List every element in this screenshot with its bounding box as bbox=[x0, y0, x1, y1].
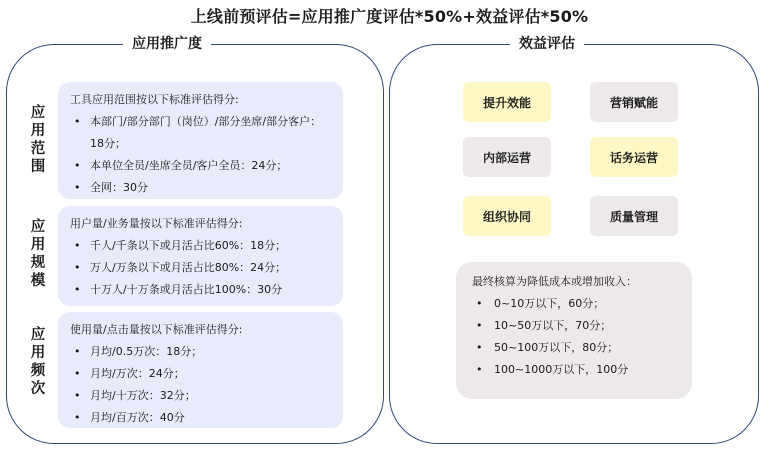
frequency-criterion: • 月均/十万次：32分； bbox=[70, 385, 333, 407]
frequency-criteria-heading: 使用量/点击量按以下标准评估得分: bbox=[70, 323, 243, 336]
page-title: 上线前预评估=应用推广度评估*50%+效益评估*50% bbox=[190, 7, 589, 26]
promotion-panel-label: 应用推广度 bbox=[123, 35, 211, 53]
tag-internal-ops: 内部运营 bbox=[463, 137, 551, 177]
benefit-panel-label: 效益评估 bbox=[510, 35, 584, 53]
scope-vertical-label: 应 用 范 围 bbox=[30, 105, 46, 175]
frequency-vertical-label: 应 用 频 次 bbox=[30, 327, 46, 397]
scale-criterion: • 千人/千条以下或月活占比60%：18分； bbox=[70, 235, 333, 257]
scale-criterion: • 十万人/十万条或月活占比100%：30分 bbox=[70, 279, 333, 301]
scale-criterion: • 万人/万条以下或月活占比80%：24分； bbox=[70, 257, 333, 279]
frequency-criterion: • 月均/百万次：40分 bbox=[70, 407, 333, 429]
scope-criterion: • 本部门/部分部门（岗位）/部分坐席/部分客户：18分； bbox=[70, 111, 333, 155]
tag-quality: 质量管理 bbox=[590, 196, 678, 236]
tag-call-ops: 话务运营 bbox=[590, 137, 678, 177]
income-criterion: • 50~100万以下，80分； bbox=[472, 337, 682, 359]
frequency-criteria-box bbox=[58, 312, 343, 428]
tag-efficiency: 提升效能 bbox=[463, 82, 551, 122]
income-criterion: • 10~50万以下，70分； bbox=[472, 315, 682, 337]
income-criterion: • 100~1000万以下，100分 bbox=[472, 359, 682, 381]
scope-criteria-box bbox=[58, 82, 343, 199]
scope-criterion: • 全网：30分 bbox=[70, 177, 333, 199]
income-criterion: • 0~10万以下，60分； bbox=[472, 293, 682, 315]
tag-marketing: 营销赋能 bbox=[590, 82, 678, 122]
income-criteria-heading: 最终核算为降低成本或增加收入： bbox=[472, 275, 637, 288]
income-criteria-box bbox=[456, 262, 692, 399]
scale-vertical-label: 应 用 规 模 bbox=[30, 219, 46, 289]
scale-criteria-box bbox=[58, 206, 343, 306]
frequency-criterion: • 月均/万次：24分； bbox=[70, 363, 333, 385]
tag-org-collaboration: 组织协同 bbox=[463, 196, 551, 236]
scope-criteria-heading: 工具应用范围按以下标准评估得分: bbox=[70, 93, 239, 106]
scope-criterion: • 本单位全员/坐席全员/客户全员：24分； bbox=[70, 155, 333, 177]
scale-criteria-heading: 用户量/业务量按以下标准评估得分: bbox=[70, 217, 243, 230]
frequency-criterion: • 月均/0.5万次：18分； bbox=[70, 341, 333, 363]
